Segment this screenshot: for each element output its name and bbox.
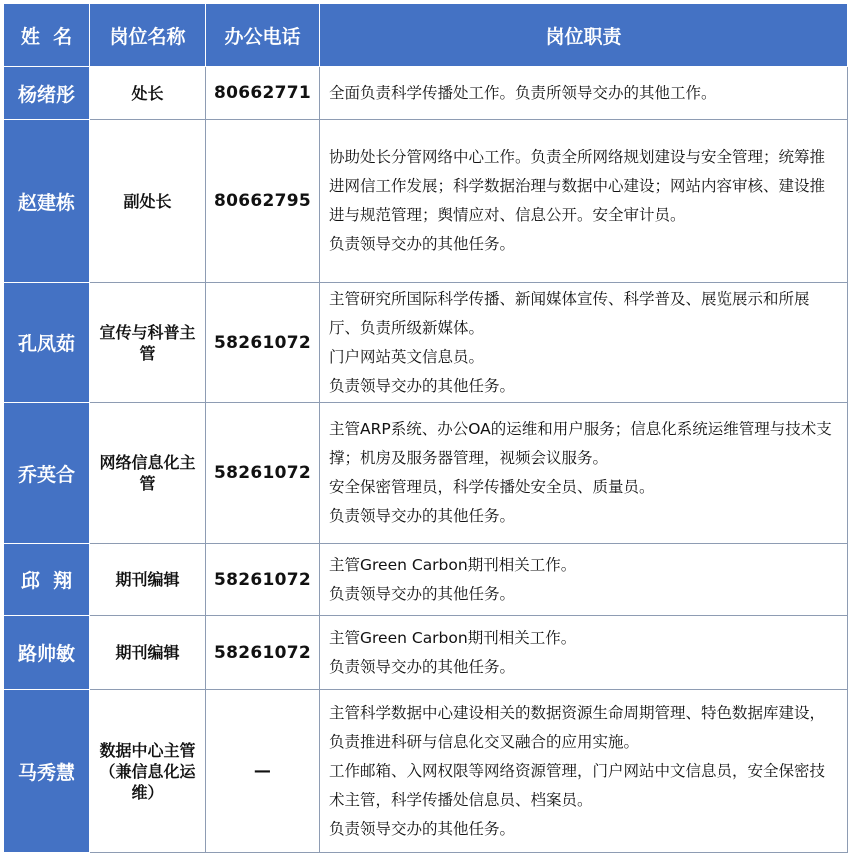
header-phone: 办公电话 bbox=[206, 4, 320, 67]
staff-name: 邱 翔 bbox=[4, 544, 90, 616]
position-title: 期刊编辑 bbox=[90, 544, 206, 616]
table-row bbox=[4, 544, 848, 616]
duty-text: 负责领导交办的其他任务。 bbox=[329, 819, 516, 838]
table-row bbox=[4, 283, 848, 403]
position-title: 处长 bbox=[90, 67, 206, 120]
header-title: 岗位名称 bbox=[90, 4, 206, 67]
duty-text: 主管ARP系统、办公OA的运维和用户服务；信息化系统运维管理与技术支撑；机房及服务器管理，视频会议服务。 bbox=[329, 420, 832, 467]
table-row bbox=[4, 616, 848, 690]
position-title: 宣传与科普主管 bbox=[90, 283, 206, 403]
staff-name: 孔凤茹 bbox=[4, 283, 90, 403]
header-duty: 岗位职责 bbox=[320, 4, 848, 67]
duty-text: 负责领导交办的其他任务。 bbox=[329, 584, 516, 603]
duty-text: 负责领导交办的其他任务。 bbox=[329, 235, 516, 253]
office-phone: 58261072 bbox=[206, 616, 320, 690]
office-phone: 80662771 bbox=[206, 67, 320, 120]
office-phone: 58261072 bbox=[206, 403, 320, 544]
duty-cell bbox=[320, 616, 848, 690]
table-row bbox=[4, 120, 848, 283]
table-row bbox=[4, 67, 848, 120]
table-row bbox=[4, 690, 848, 853]
position-title: 副处长 bbox=[90, 120, 206, 283]
duty-text: 门户网站英文信息员。 bbox=[329, 347, 485, 366]
duty-text: 负责领导交办的其他任务。 bbox=[329, 657, 516, 676]
duty-text: 主管科学数据中心建设相关的数据资源生命周期管理、特色数据库建设，负责推进科研与信息化交叉融合的应用实施。 bbox=[329, 703, 826, 751]
staff-name: 马秀慧 bbox=[4, 690, 90, 853]
duty-text: 主管研究所国际科学传播、新闻媒体宣传、科学普及、展览展示和所展厅、负责所级新媒体。 bbox=[329, 289, 810, 337]
staff-name: 赵建栋 bbox=[4, 120, 90, 283]
office-phone: 58261072 bbox=[206, 544, 320, 616]
office-phone: 58261072 bbox=[206, 283, 320, 403]
duty-text: 协助处长分管网络中心工作。负责全所网络规划建设与安全管理；统筹推进网信工作发展；科学数据治理与数据中心建设；网站内容审核、建设推进与规范管理；舆情应对、信息公开。安全审计员。 bbox=[329, 148, 826, 224]
header-row bbox=[4, 4, 848, 67]
duty-cell bbox=[320, 403, 848, 544]
table-row bbox=[4, 403, 848, 544]
duty-text: 负责领导交办的其他任务。 bbox=[329, 376, 516, 395]
office-phone: — bbox=[206, 690, 320, 853]
duty-cell bbox=[320, 690, 848, 853]
position-title: 网络信息化主管 bbox=[90, 403, 206, 544]
position-title: 数据中心主管（兼信息化运维） bbox=[90, 690, 206, 853]
staff-duty-table bbox=[3, 3, 848, 853]
duty-text: 负责领导交办的其他任务。 bbox=[329, 507, 516, 525]
duty-cell bbox=[320, 544, 848, 616]
duty-text: 安全保密管理员，科学传播处安全员、质量员。 bbox=[329, 478, 655, 496]
duty-text: 主管Green Carbon期刊相关工作。 bbox=[329, 628, 577, 647]
office-phone: 80662795 bbox=[206, 120, 320, 283]
duty-cell bbox=[320, 67, 848, 120]
staff-name: 乔英合 bbox=[4, 403, 90, 544]
duty-text: 主管Green Carbon期刊相关工作。 bbox=[329, 555, 577, 574]
header-name: 姓 名 bbox=[4, 4, 90, 67]
staff-name: 路帅敏 bbox=[4, 616, 90, 690]
position-title: 期刊编辑 bbox=[90, 616, 206, 690]
duty-cell bbox=[320, 283, 848, 403]
duty-cell bbox=[320, 120, 848, 283]
staff-name: 杨绪彤 bbox=[4, 67, 90, 120]
duty-text: 工作邮箱、入网权限等网络资源管理，门户网站中文信息员，安全保密技术主管，科学传播处信息员、档案员。 bbox=[329, 761, 826, 809]
duty-text: 全面负责科学传播处工作。负责所领导交办的其他工作。 bbox=[329, 83, 717, 102]
